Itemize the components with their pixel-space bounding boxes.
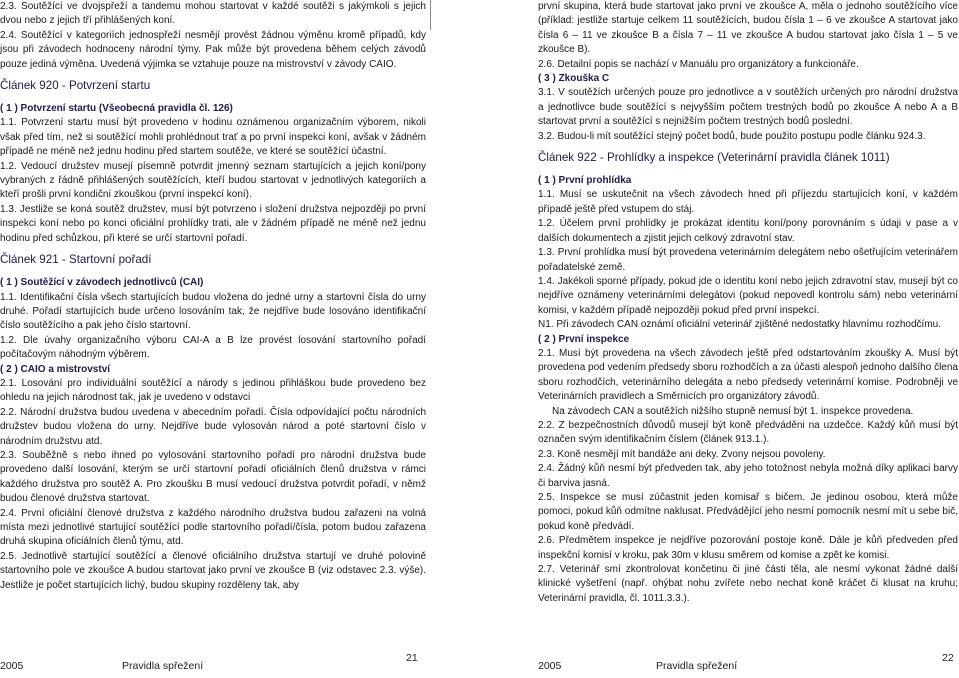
paragraph: 2.1. Musí být provedena na všech závodech ještě před odstartováním zkoušky A. Musí být provedena pod vedením předsedy sboru rozhodčích a za účasti alespoň jednoho dalšího člena sboru rozhodčích, veterinárního delegáta a nebo předsedy veterinární komise. Podrobněji ve Veterinárních pravidlech a Směrnicích pro organizátory závodů. (538, 347, 958, 403)
paragraph: N1. Při závodech CAN oznámí oficiální veterinář zjištěné nedostatky hlavnímu rozhodčímu. (538, 319, 941, 331)
section-heading: ( 3 ) Zkouška C (538, 73, 610, 85)
paragraph: 2.7. Veterinář smí zkontrolovat končetinu či jiné části těla, ale nesmí vykonat žádné další klinické vyšetření (např. ohýbat nohu zvířete nebo nechat koně kráčet či klusat na kruhu; Veterinární pravidla, čl. 1011.3.3.). (538, 564, 958, 604)
section-heading: ( 2 ) První inspekce (538, 333, 630, 345)
right-page-text (538, 0, 958, 654)
section-heading: ( 1 ) První prohlídka (538, 175, 632, 187)
footer-title: Pravidla spřežení (122, 660, 204, 672)
paragraph: 3.2. Budou-li mít soutěžící stejný počet bodů, bude použito postupu podle článku 924.3. (538, 130, 926, 142)
paragraph: 2.5. Jednotlivě startující soutěžící a členové oficiálního družstva startují ve druhé polovině startovního pole ve zkoušce A budou startovat jako první ve zkoušce B (viz odstavec 2.3. výše). Jestliže je počet startujících lichý, budou skupiny rozděleny tak, aby (0, 550, 426, 591)
article-heading: Článek 920 - Potvrzení startu (0, 79, 151, 93)
paragraph: 2.2. Národní družstva budou uvedena v abecedním pořadí. Čísla odpovídající počtu národních družstev budou vložena do urny. Nejdříve bude vylosován národ a poté startovní číslo v národním družstvu atd. (0, 406, 426, 447)
paragraph: 2.3. Soutěžící ve dvojspřeží a tandemu mohou startovat v každé soutěži s jakýmkoli s jejich dvou nebo z jejich tří přihlášených koní. (0, 1, 426, 27)
section-heading: ( 1 ) Potvrzení startu (Všeobecná pravidla čl. 126) (0, 103, 233, 115)
paragraph: 1.1. Musí se uskutečnit na všech závodech hned při příjezdu startujících koní, v každém případě ještě před vstupem do stáj. (538, 189, 958, 215)
paragraph: 2.3. Souběžně s nebo ihned po vylosování startovního pořadí pro národní družstva bude provedeno další losování, kterým se určí startovní pořadí oficiálních členů družstva v rámci každého družstva pro soutěž A. Pro zkoušku B musí vedoucí družstva potvrdit pořadí, v němž budou členové družstva startovat. (0, 449, 426, 505)
article-heading: Článek 921 - Startovní pořadí (0, 253, 152, 267)
paragraph: první skupina, která bude startovat jako první ve zkoušce A, měla o jednoho soutěžícího více (příklad: jestliže startuje celkem 11 soutěžících, budou čísla 1 – 6 ve zkoušce A startovat jako čísla 6 – 11 ve zkoušce B a čísla 7 – 11 ve zkoušce A budou startovat jako čísla 1 – 5 ve zkoušce B). (538, 1, 958, 56)
paragraph: 2.3. Koně nesmějí mít bandáže ani deky. Zvony nejsou povoleny. (538, 448, 826, 460)
paragraph: 1.1. Identifikační čísla všech startujících budou vložena do jedné urny a startovní čísla do urny druhé. Pořadí startujících bude určeno losováním tak, že nejdříve bude losováno identifikační číslo soutěžícího a pak jeho číslo startovní. (0, 291, 426, 332)
paragraph: 2.6. Detailní popis se nachází v Manuálu pro organizátory a funkcionáře. (538, 58, 859, 70)
paragraph: 1.3. První prohlídka musí být provedena veterinárním delegátem nebo ošetřujícím veterinářem pořadatelské země. (538, 247, 958, 273)
paragraph: 1.2. Dle úvahy organizačního výboru CAI-A a B lze provést losování startovního pořadí počítačovým náhodným výběrem. (0, 334, 426, 361)
section-heading: ( 1 ) Soutěžící v závodech jednotlivců (CAI) (0, 277, 204, 289)
paragraph: 2.4. První oficiální členové družstva z každého národního družstva budou zařazeni na volná místa mezi jednotlivé startující soutěžící podle startovního pořadí/čísla, potom budou zařazena druhá skupina oficiálních členů týmu, atd. (0, 507, 426, 548)
page-number: 22 (942, 652, 954, 664)
paragraph: 1.2. Vedoucí družstev musejí písemně potvrdit jmenný seznam startujících a jejich koní/pony vybraných z řádně přihlášených soutěžících, kteří budou startovat v jednotlivých kategoriích a kteří prošli první kondiční zkouškou (první inspekcí koní). (0, 160, 426, 201)
section-heading: ( 2 ) CAIO a mistrovství (0, 363, 111, 375)
left-page-text (0, 0, 426, 654)
paragraph: 1.3. Jestliže se koná soutěž družstev, musí být potvrzeno i složení družstva nejpozději po první inspekci koní nebo po konci oficiální prohlídky trati, ale v žádném případě ne méně než jednu hodinu před schůzkou, při které se určí startovní pořadí. (0, 203, 426, 244)
footer-year: 2005 (0, 660, 24, 672)
paragraph: 1.4. Jakékoli sporné případy, pokud jde o identitu koní nebo jejich zdravotní stav, musejí být co nejdříve oznámeny veterinárními delegátovi (pokud nepovedl kontrolu sám) nebo veterinární komisi, v každém případě nejpozději pokud před první inspekcí. (538, 275, 958, 316)
page-number: 21 (406, 652, 418, 664)
paragraph: 2.4. Soutěžící v kategoriích jednospřeží nesmějí provést žádnou výměnu kromě případů, kdy jsou při závodech hodnoceny národní týmy. Pak může být provedena během celých závodů pouze jediná výměna. Uvedená výjimka se vztahuje pouze na mistrovství v závody CAIO. (0, 29, 426, 70)
footer-year: 2005 (538, 660, 562, 672)
article-heading: Článek 922 - Prohlídky a inspekce (Veterinární pravidla článek 1011) (538, 151, 890, 165)
footer-title: Pravidla spřežení (656, 660, 738, 672)
paragraph: 2.6. Předmětem inspekce je nejdříve pozorování postoje koně. Dále je kůň předveden před inspekční komisí v kroku, pak 30m v klusu směrem od komise a zpět ke komisi. (538, 535, 958, 561)
paragraph: 2.1. Losování pro individuální soutěžící a národy s jedinou přihláškou bude provedeno bez ohledu na jejich národnost tak, jak je uvedeno v odstavci (0, 377, 426, 404)
paragraph: 1.1. Potvrzení startu musí být provedeno v hodinu oznámenou organizačním výborem, nikoli však před tím, než si soutěžící mohli prohlédnout trať a po první inspekci koní, avšak v žádném případě ne méně než jednu hodinu před startem soutěže, ve které se soutěžící účastní. (0, 117, 426, 158)
paragraph: Na závodech CAN a soutěžích nižšího stupně nemusí být 1. inspekce provedena. (552, 405, 914, 417)
paragraph: 1.2. Účelem první prohlídky je prokázat identitu koní/pony porovnáním s údaji v pase a v dalších dokumentech a zjistit jejich celkový zdravotní stav. (538, 218, 958, 244)
paragraph: 2.5. Inspekce se musí zúčastnit jeden komisař s bičem. Je jedinou osobou, která může pomoci, pokud kůň odmítne naklusat. Předvádějící jeho nesmí pomocník nesmí mít u sebe bič, pokud koně předvádí. (538, 492, 958, 532)
paragraph: 2.4. Žádný kůň nesmí být předveden tak, aby jeho totožnost nebyla možná díky aplikaci barvy či barviva jasná. (538, 463, 958, 489)
paragraph: 2.2. Z bezpečnostních důvodů musejí být koně předváděni na uzdečce. Každý kůň musí být označen svým identifikačním číslem (článek 913.1.). (538, 419, 958, 446)
column-rule (430, 0, 431, 30)
paragraph: 3.1. V soutěžích určených pouze pro jednotlivce a v soutěžích určených pro národní družstva a jednotlivce bude soutěžící s nejvyšším počtem trestných bodů po zkoušce A nebo A a B startovat první a soutěžící s nejnižším počtem trestných bodů poslední. (538, 87, 958, 128)
